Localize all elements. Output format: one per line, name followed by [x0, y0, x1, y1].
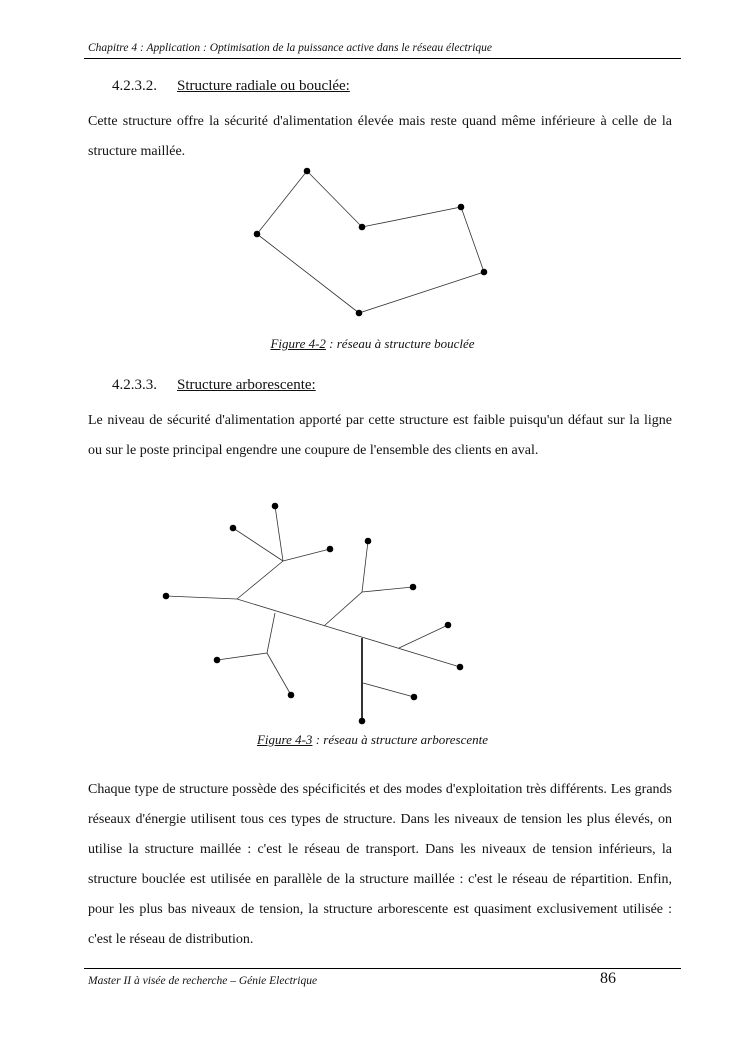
conclusion-paragraph: Chaque type de structure possède des spécificités et des modes d'exploitation très différents. Les grands réseaux d'énergie utilisent tous ces types de structure. Dans les niveaux de tension les plus élevés, on utilise la structure maillée : c'est le réseau de transport. Dans les niveaux de tension inférieurs, la structure bouclée est utilisée en parallèle de la structure maillée : c'est le réseau de répartition. Enfin, pour les plus bas niveaux de tension, la structure arborescente est quasiment exclusivement utilisée : c'est le réseau de distribution.	[88, 782, 672, 947]
figure-caption-4-2	[0, 336, 745, 352]
section-number: 4.2.3.2.	[112, 78, 157, 94]
figure-ref: Figure 4-2	[270, 336, 326, 351]
section-title: Structure radiale ou bouclée:	[177, 78, 350, 94]
figure-ref: Figure 4-3	[256, 732, 313, 747]
running-footer: Master II à visée de recherche – Génie Electrique	[88, 975, 318, 987]
paragraph: Le niveau de sécurité d'alimentation apporté par cette structure est faible puisqu'un défaut sur la ligne ou sur le poste principal engendre une coupure de l'ensemble des clients en aval.	[88, 413, 672, 458]
section-heading-4-2-3-3	[112, 377, 316, 394]
section-title: Structure arborescente:	[177, 377, 316, 393]
loop-nodes	[254, 168, 488, 317]
tree-network-diagram	[166, 506, 460, 721]
page-number: 86	[600, 970, 616, 987]
section-number: 4.2.3.3.	[112, 377, 157, 393]
figure-caption-4-3	[0, 732, 745, 748]
paragraph: Cette structure offre la sécurité d'alimentation élevée mais reste quand même inférieure à celle de la structure maillée.	[88, 114, 672, 159]
caption-text: : réseau à structure bouclée	[325, 336, 475, 351]
footer-rule	[84, 968, 681, 969]
loop-network-diagram	[257, 171, 484, 313]
caption-text: : réseau à structure arborescente	[312, 732, 489, 747]
tree-nodes	[163, 503, 464, 725]
running-header: Chapitre 4 : Application : Optimisation de la puissance active dans le réseau électrique	[88, 42, 493, 54]
